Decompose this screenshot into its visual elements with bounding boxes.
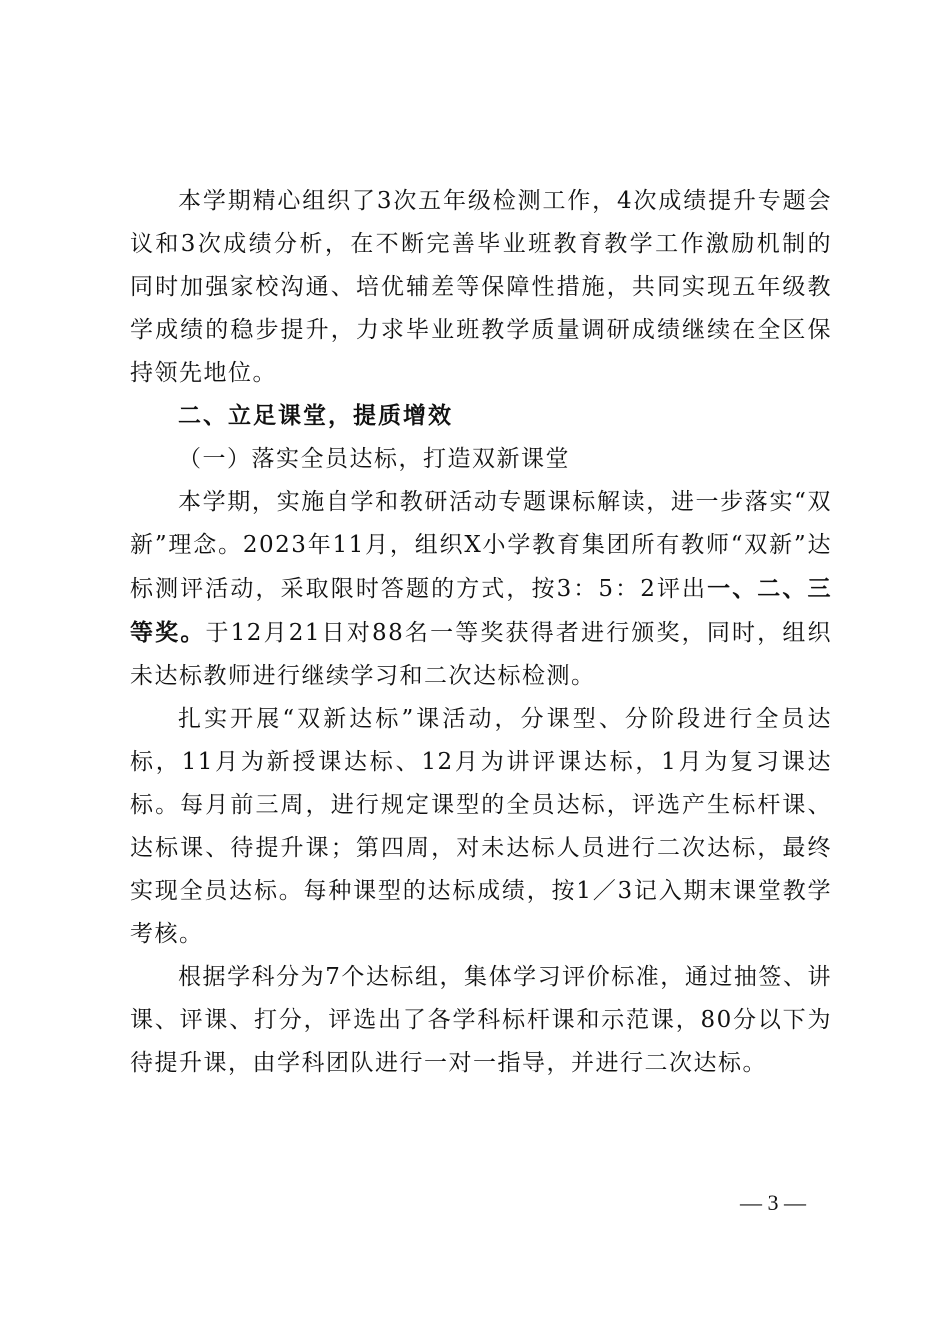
paragraph-subject-groups: 根据学科分为7个达标组，集体学习评价标准，通过抽签、讲课、评课、打分，评选出了各学科标杆课和示范课，80分以下为待提升课，由学科团队进行一对一指导，并进行二次达标。 [130, 964, 832, 1076]
section-heading-classroom: 二、立足课堂，提质增效 [178, 403, 453, 429]
page-number: — 3 — [740, 1190, 806, 1215]
paragraph-exam-work: 本学期精心组织了3次五年级检测工作，4次成绩提升专题会议和3次成绩分析，在不断完善毕业班教育教学工作激励机制的同时加强家校沟通、培优辅差等保障性措施，共同实现五年级教学成绩的稳步提升，力求毕业班教学质量调研成绩继续在全区保持领先地位。 [130, 188, 832, 386]
subsection-heading-standards: （一）落实全员达标，打造双新课堂 [178, 446, 570, 472]
paragraph-shuangxin-end: 于12月21日对88名一等奖获得者进行颁奖，同时，组织未达标教师进行继续学习和二次达标检测。 [130, 620, 832, 689]
paragraph-lesson-activities: 扎实开展“双新达标”课活动，分课型、分阶段进行全员达标，11月为新授课达标、12月为讲评课达标，1月为复习课达标。每月前三周，进行规定课型的全员达标，评选产生标杆课、达标课、待提升课；第四周，对未达标人员进行二次达标，最终实现全员达标。每种课型的达标成绩，按1／3记入期末课堂教学考核。 [130, 706, 832, 947]
paragraph-shuangxin-start: 本学期，实施自学和教研活动专题课标解读，进一步落实“双新”理念。2023年11月，组织X小学教育集团所有教师“双新”达标测评活动，采取限时答题的方式，按3：5：2评出 [130, 489, 832, 602]
document-body [130, 180, 832, 1085]
paragraph-shuangxin [130, 481, 832, 698]
paragraph-shuangxin-bold: 一、二、三等奖。 [130, 575, 832, 646]
